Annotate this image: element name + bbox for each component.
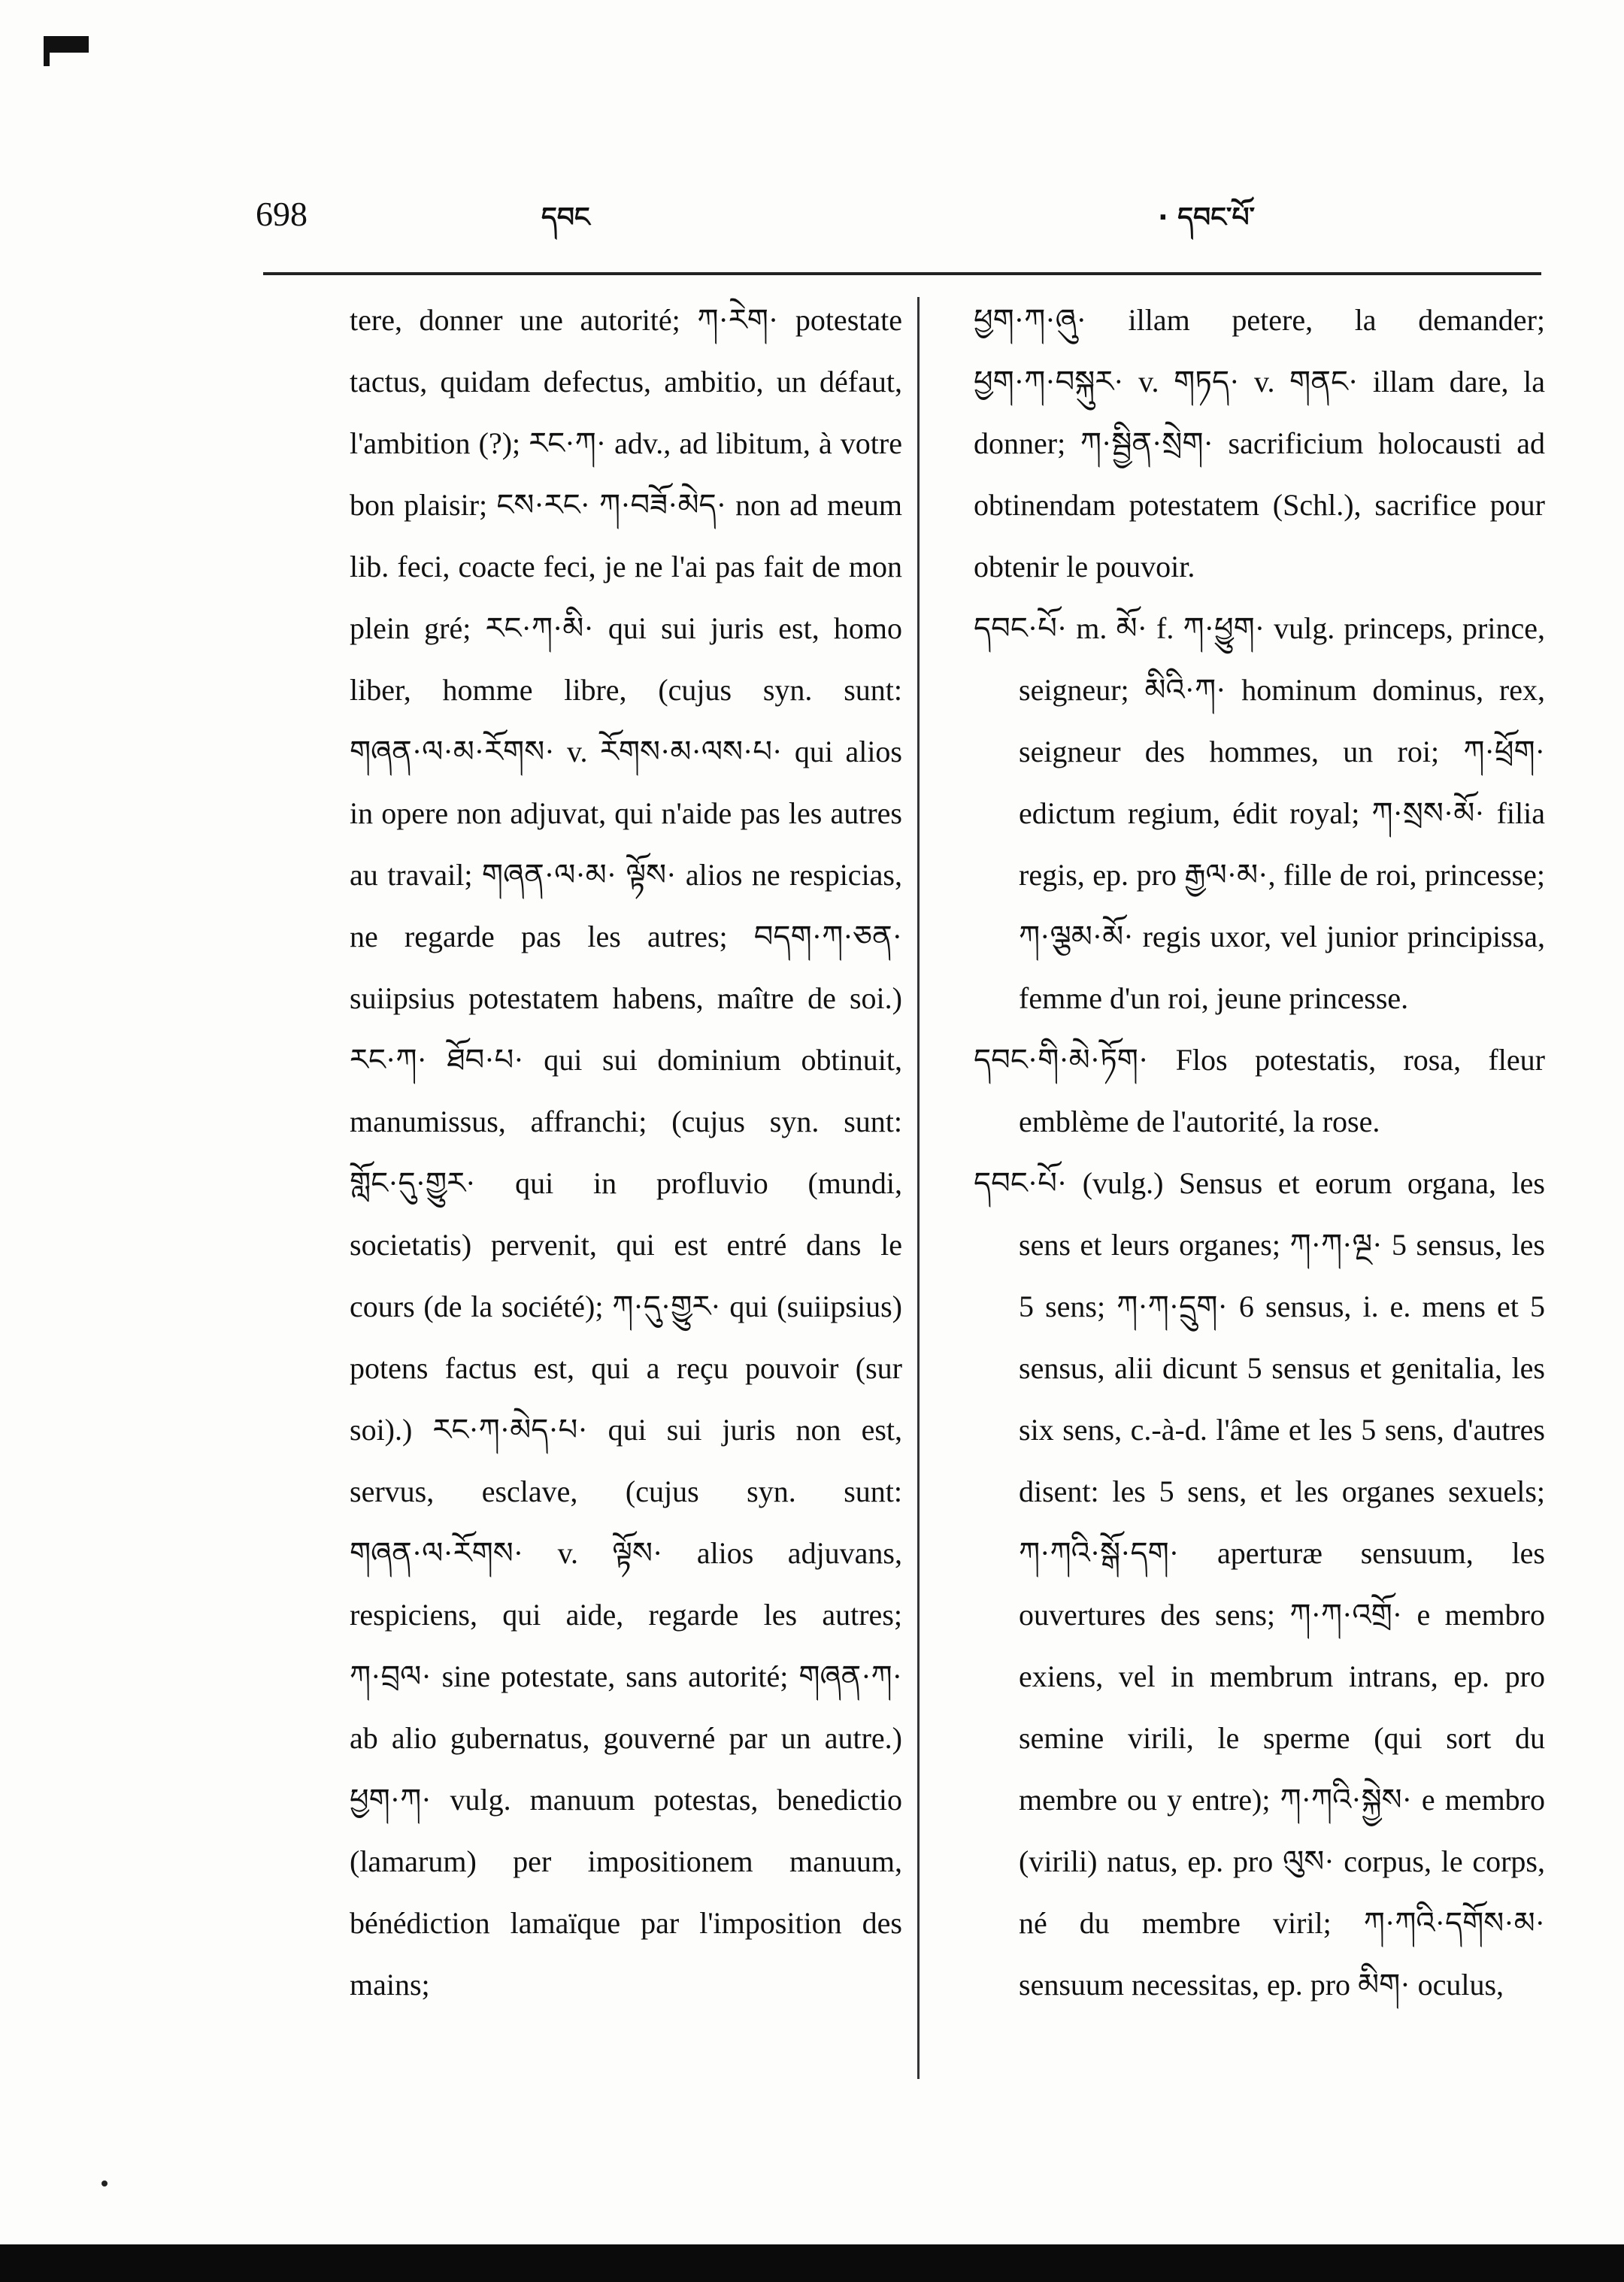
entry-dbang-po-prince: དབང·པོ· m. མོ· f. ཀ·ཕྱུག· vulg. princeps, prince, seigneur; མིའི·ཀ· hominum dominus, rex, seigneur des hommes, un roi; ཀ·ཕྲོག· edictum regium, édit royal; ཀ·སྲས·མོ· filia regis, ep. pro རྒྱལ·མ·, fille de roi, princesse; ཀ·ལྕམ·མོ· regis uxor, vel junior principissa, femme d'un roi, jeune princesse. bbox=[974, 611, 1545, 1015]
running-head-left: དབང bbox=[541, 202, 590, 233]
running-head-right: · དབང་པོ་ bbox=[1158, 202, 1256, 233]
scan-bottom-edge bbox=[0, 2244, 1624, 2282]
entry-continuation: ཕྱག·ཀ·ཞུ· illam petere, la demander; ཕྱག·ཀ·བསྐུར· v. གཏད· v. གནང· illam dare, la donner; ཀ·སྦྱིན·སྲེག· sacrificium holocausti ad obtinendam potestatem (Schl.), sacrifice pour obtenir le pouvoir. bbox=[974, 303, 1545, 583]
scan-speck bbox=[102, 2180, 108, 2187]
header-rule bbox=[263, 272, 1541, 275]
entry-dbang-gi-me-tog: དབང·གི·མེ·ཏོག· Flos potestatis, rosa, fleur emblème de l'autorité, la rose. bbox=[974, 1043, 1545, 1138]
right-column bbox=[974, 289, 1545, 2016]
scan-corner-mark-vertical bbox=[44, 36, 50, 66]
entry-dbang-po-sensus: དབང·པོ· (vulg.) Sensus et eorum organa, les sens et leurs organes; ཀ·ཀ·ལྔ· 5 sensus, les 5 sens; ཀ·ཀ·དྲུག· 6 sensus, i. e. mens et 5 sensus, alii dicunt 5 sensus et genitalia, les six sens, c.-à-d. l'âme et les 5 sens, d'autres disent: les 5 sens, et les organes sexuels; ཀ·ཀའི·སྒོ·དག· aperturæ sensuum, les ouvertures des sens; ཀ·ཀ·འགྲོ· e membro exiens, vel in membrum intrans, ep. pro semine virili, le sperme (qui sort du membre ou y entre); ཀ·ཀའི·སྐྱེས· e membro (virili) natus, ep. pro ལུས· corpus, le corps, né du membre viril; ཀ·ཀའི·དགོས·མ· sensuum necessitas, ep. pro མིག· oculus, bbox=[974, 1166, 1545, 2002]
left-column bbox=[350, 289, 902, 2016]
scan-corner-mark bbox=[44, 36, 89, 53]
page-number: 698 bbox=[256, 195, 308, 233]
left-column-text: tere, donner une autorité; ཀ·རེག· potestate tactus, quidam defectus, ambitio, un défaut, l'ambition (?); རང·ཀ· adv., ad libitum, à votre bon plaisir; ངས·རང· ཀ·བཟོ·མེད· non ad meum lib. feci, coacte feci, je ne l'ai pas fait de mon plein gré; རང·ཀ·མི· qui sui juris est, homo liber, homme libre, (cujus syn. sunt: གཞན·ལ·མ·རོགས· v. རོགས·མ·ལས·པ· qui alios in opere non adjuvat, qui n'aide pas les autres au travail; གཞན·ལ·མ· ལྟོས· alios ne respicias, ne regarde pas les autres; བདག·ཀ·ཅན· suiipsius potestatem habens, maître de soi.) རང·ཀ· ཐོབ·པ· qui sui dominium obtinuit, manumissus, affranchi; (cujus syn. sunt: གློང·དུ·གྱུར· qui in profluvio (mundi, societatis) pervenit, qui est entré dans le cours (de la société); ཀ·དུ·གྱུར· qui (suiipsius) potens factus est, qui a reçu pouvoir (sur soi).) རང·ཀ·མེད·པ· qui sui juris non est, servus, esclave, (cujus syn. sunt: གཞན·ལ·རོགས· v. ལྟོས· alios adjuvans, respiciens, qui aide, regarde les autres; ཀ·བྲལ· sine potestate, sans autorité; གཞན·ཀ· ab alio gubernatus, gouverné par un autre.) ཕྱག·ཀ· vulg. manuum potestas, benedictio (lamarum) per impositionem manuum, bénédiction lamaïque par l'imposition des mains; bbox=[350, 303, 902, 2002]
column-divider bbox=[917, 297, 920, 2079]
